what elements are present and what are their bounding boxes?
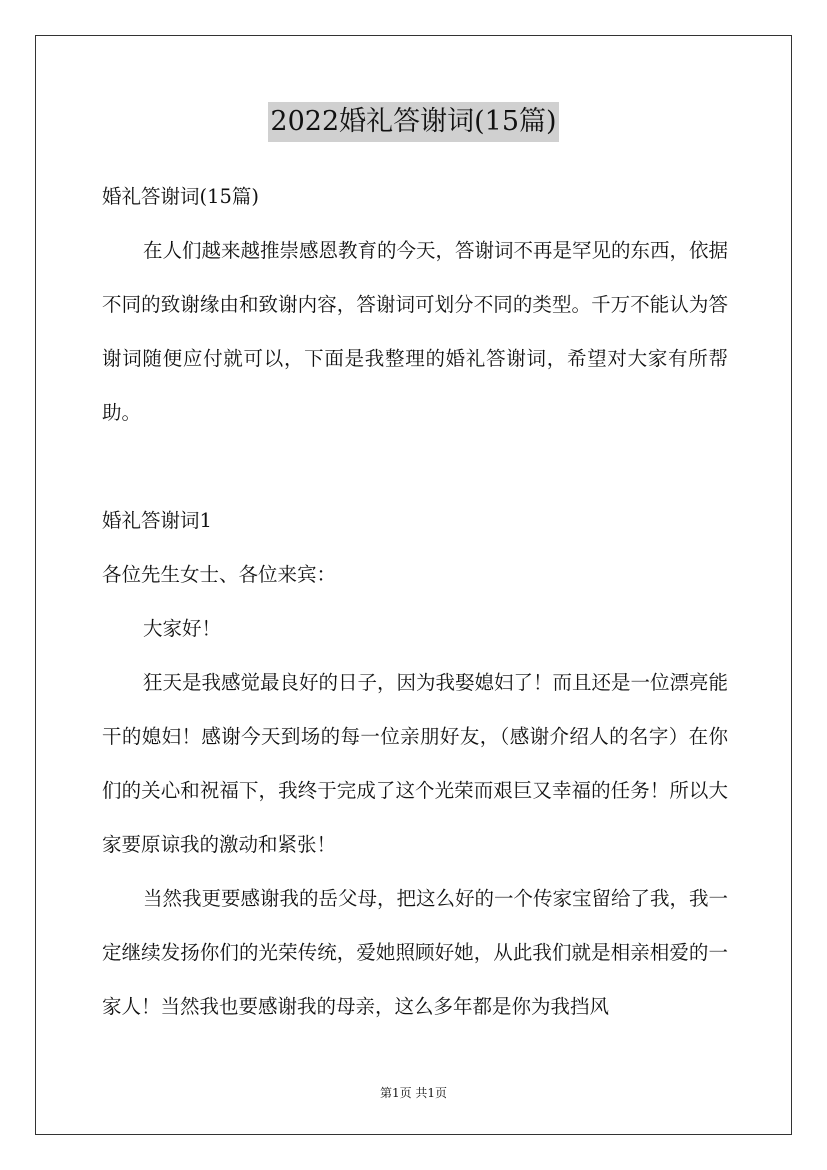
document-title-wrapper [0, 102, 827, 142]
body-paragraph-1: 狂天是我感觉最良好的日子，因为我娶媳妇了！而且还是一位漂亮能干的媳妇！感谢今天到场的每一位亲朋好友，（感谢介绍人的名字）在你们的关心和祝福下，我终于完成了这个光荣而艰巨又幸福的任务！所以大家要原谅我的激动和紧张！ [102, 671, 729, 856]
spacer [102, 440, 728, 494]
intro-paragraph: 在人们越来越推崇感恩教育的今天，答谢词不再是罕见的东西，依据不同的致谢缘由和致谢内容，答谢词可划分不同的类型。千万不能认为答谢词随便应付就可以，下面是我整理的婚礼答谢词，希望对大家有所帮助。 [102, 239, 729, 424]
greeting: 大家好！ [143, 617, 222, 640]
page-footer: 第1页 共1页 [379, 1086, 448, 1100]
body-paragraph-2: 当然我更要感谢我的岳父母，把这么好的一个传家宝留给了我，我一定继续发扬你们的光荣传统，爱她照顾好她，从此我们就是相亲相爱的一家人！当然我也要感谢我的母亲，这么多年都是你为我挡风 [102, 887, 729, 1018]
section-heading: 婚礼答谢词1 [102, 509, 212, 532]
salutation: 各位先生女士、各位来宾： [102, 563, 337, 586]
subtitle: 婚礼答谢词(15篇) [102, 185, 260, 208]
document-title: 2022婚礼答谢词(15篇) [268, 102, 558, 142]
document-body [102, 170, 728, 1034]
